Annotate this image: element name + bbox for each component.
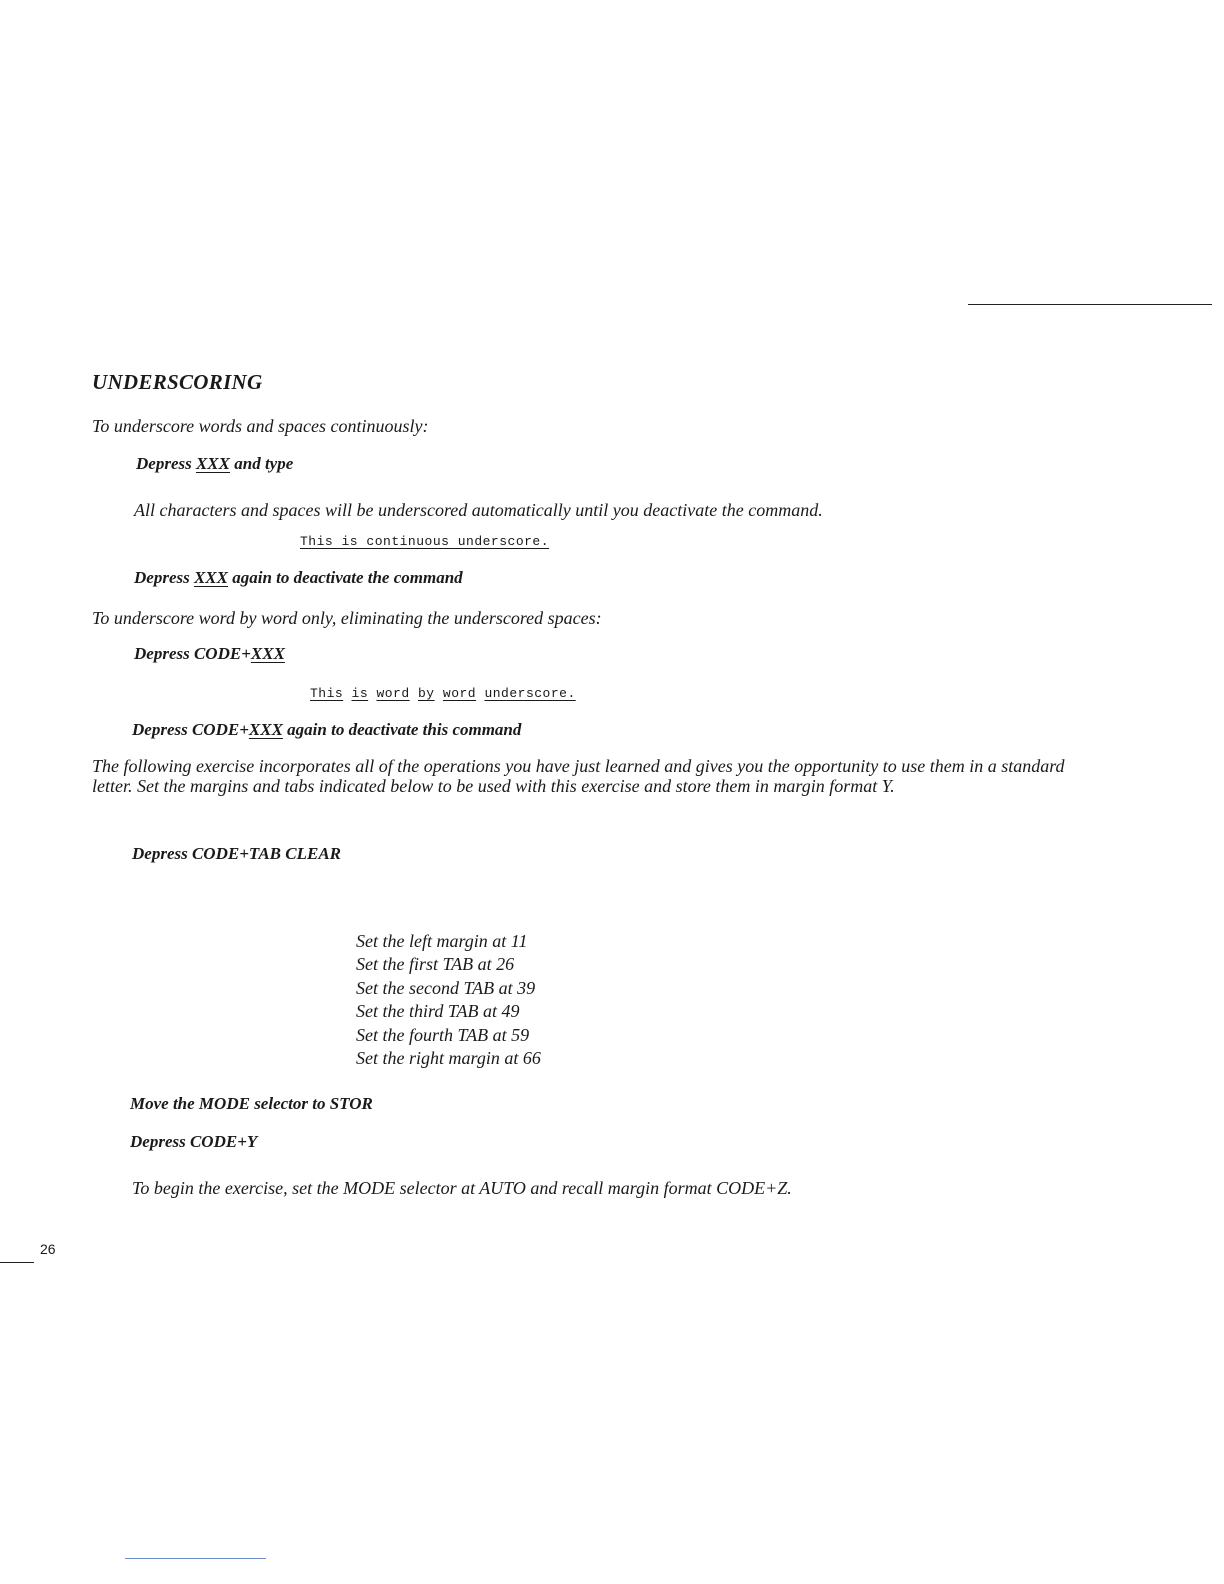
example-word: by <box>417 686 435 701</box>
step-prefix: Depress CODE+ <box>134 644 251 663</box>
header-rule <box>968 304 1212 305</box>
word-by-word-step-depress <box>134 644 285 664</box>
key-xxx: XXX <box>248 720 283 739</box>
example-word: This <box>310 686 344 701</box>
margin-tab-settings <box>356 930 541 1070</box>
page-number: 26 <box>40 1241 56 1257</box>
key-xxx: XXX <box>195 454 230 473</box>
section-heading: UNDERSCORING <box>92 370 263 394</box>
step-mode-stor: Move the MODE selector to STOR <box>130 1094 373 1113</box>
setting-line: Set the left margin at 11 <box>356 931 528 951</box>
continuous-intro: To underscore words and spaces continuously: <box>92 416 429 436</box>
word-by-word-intro: To underscore word by word only, eliminating the underscored spaces: <box>92 608 602 628</box>
setting-line: Set the first TAB at 26 <box>356 954 515 975</box>
key-xxx: XXX <box>250 644 285 663</box>
word-by-word-example <box>310 686 576 701</box>
setting-line: Set the right margin at 66 <box>356 1048 541 1069</box>
example-word: word <box>376 686 410 701</box>
continuous-underscore-example: This is continuous underscore. <box>300 534 550 549</box>
step-prefix: Depress CODE+ <box>132 720 249 739</box>
step-suffix: again to deactivate the command <box>228 568 463 587</box>
step-suffix: and type <box>230 454 294 473</box>
setting-line: Set the fourth TAB at 59 <box>356 1024 530 1045</box>
exercise-closing: To begin the exercise, set the MODE selector at AUTO and recall margin format CODE+Z. <box>132 1178 792 1198</box>
example-word: is <box>351 686 369 701</box>
step-prefix: Depress <box>136 454 196 473</box>
continuous-step-depress <box>136 454 293 474</box>
continuous-step-deactivate <box>134 568 463 588</box>
step-code-y: Depress CODE+Y <box>130 1132 258 1151</box>
step-tab-clear: Depress CODE+TAB CLEAR <box>132 844 341 863</box>
key-xxx: XXX <box>193 568 228 587</box>
example-word: underscore. <box>484 686 576 701</box>
footer-rule <box>125 1558 266 1559</box>
step-prefix: Depress <box>134 568 194 587</box>
setting-line: Set the third TAB at 49 <box>356 1001 520 1022</box>
word-by-word-step-deactivate <box>132 720 521 740</box>
step-suffix: again to deactivate this command <box>282 720 522 739</box>
exercise-paragraph: The following exercise incorporates all of the operations you have just learned and gives you the opportunity to use them in a standard letter. Set the margins and tabs indicated below to be used with this exercise and store them in margin format Y. <box>92 756 1065 796</box>
setting-line: Set the second TAB at 39 <box>356 977 536 998</box>
example-word: word <box>442 686 477 701</box>
continuous-description: All characters and spaces will be underscored automatically until you deactivate the command. <box>134 500 823 520</box>
page-number-rule <box>0 1262 34 1263</box>
